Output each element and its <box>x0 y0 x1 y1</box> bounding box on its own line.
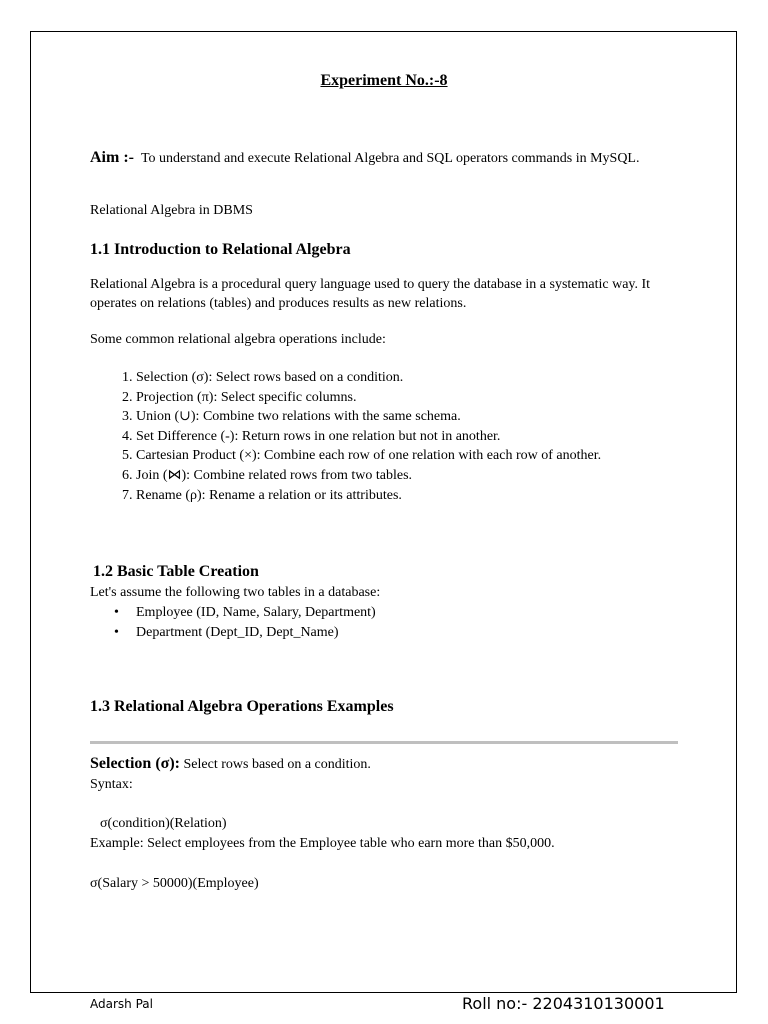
operations-list <box>90 368 601 505</box>
syntax-label: Syntax: <box>90 777 133 792</box>
footer-roll-number: Roll no:- 2204310130001 <box>462 994 665 1013</box>
tables-list <box>90 603 376 643</box>
aim-label: Aim :- <box>90 149 134 166</box>
aim-text: To understand and execute Relational Algebra and SQL operators commands in MySQL. <box>140 151 640 166</box>
list-item: • Employee (ID, Name, Salary, Department) <box>136 603 376 623</box>
page-title: Experiment No.:-8 <box>320 72 448 89</box>
list-item: 2. Projection (π): Select specific columns. <box>136 388 601 408</box>
syntax-expression: σ(condition)(Relation) <box>100 816 227 831</box>
list-item: 6. Join (⋈): Combine related rows from two tables. <box>136 466 601 486</box>
list-item: 1. Selection (σ): Select rows based on a condition. <box>136 368 601 388</box>
section-heading-1-2: 1.2 Basic Table Creation <box>93 563 259 580</box>
operations-intro: Some common relational algebra operations include: <box>90 332 386 347</box>
intro-paragraph: Relational Algebra is a procedural query language used to query the database in a systematic way. It operates on relations (tables) and produces results as new relations. <box>90 277 651 311</box>
list-item: 4. Set Difference (-): Return rows in one relation but not in another. <box>136 427 601 447</box>
example-text: Example: Select employees from the Employee table who earn more than $50,000. <box>90 836 555 851</box>
footer-author: Adarsh Pal <box>90 997 153 1011</box>
section-heading-1-1: 1.1 Introduction to Relational Algebra <box>90 241 351 258</box>
aim-paragraph <box>90 148 650 169</box>
selection-label: Selection (σ): <box>90 755 181 772</box>
list-item: • Department (Dept_ID, Dept_Name) <box>136 623 376 643</box>
selection-description: Select rows based on a condition. <box>183 757 371 772</box>
list-item: 3. Union (∪): Combine two relations with the same schema. <box>136 407 601 427</box>
horizontal-rule <box>90 741 678 744</box>
list-item: 7. Rename (ρ): Rename a relation or its attributes. <box>136 486 601 506</box>
tables-intro: Let's assume the following two tables in a database: <box>90 585 381 600</box>
subtitle: Relational Algebra in DBMS <box>90 203 253 218</box>
list-item: 5. Cartesian Product (×): Combine each row of one relation with each row of another. <box>136 446 601 466</box>
section-heading-1-3: 1.3 Relational Algebra Operations Examples <box>90 698 394 715</box>
example-expression: σ(Salary > 50000)(Employee) <box>90 876 259 891</box>
selection-line <box>90 754 371 774</box>
